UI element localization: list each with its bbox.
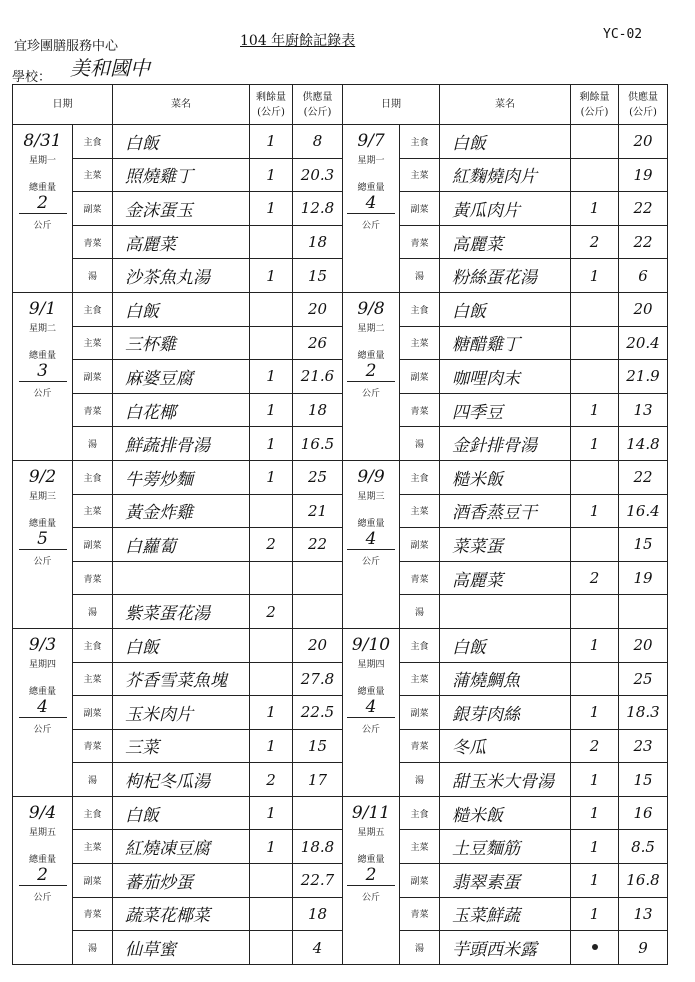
date-value: 9/10 — [351, 634, 391, 655]
remain-value — [571, 292, 619, 326]
category-label: 主食 — [400, 125, 440, 159]
remain-value — [250, 225, 293, 259]
table-row — [13, 864, 668, 898]
total-label: 總重量 — [28, 350, 56, 361]
dish-name: 仙草蜜 — [113, 931, 250, 965]
food-waste-table — [12, 84, 668, 965]
dish-name: 高麗菜 — [113, 225, 250, 259]
total-value: 3 — [19, 361, 67, 382]
dish-name: 糙米飯 — [440, 460, 571, 494]
remain-value: 1 — [571, 830, 619, 864]
table-row — [13, 125, 668, 159]
total-value: 4 — [347, 697, 395, 718]
dish-name: 玉米肉片 — [113, 696, 250, 730]
date-value: 9/11 — [351, 802, 391, 823]
dish-name — [440, 595, 571, 629]
remain-value: 2 — [571, 225, 619, 259]
weekday-label: 星期五 — [28, 827, 56, 838]
remain-value: 1 — [250, 796, 293, 830]
category-label: 副菜 — [73, 696, 113, 730]
supply-value: 17 — [293, 763, 343, 797]
table-row — [13, 225, 668, 259]
supply-value: 16.4 — [619, 494, 668, 528]
total-label: 總重量 — [357, 518, 385, 529]
dish-name: 糙米飯 — [440, 796, 571, 830]
remain-value: 1 — [571, 897, 619, 931]
dish-name: 芥香雪菜魚塊 — [113, 662, 250, 696]
dish-name: 紅麴燒肉片 — [440, 158, 571, 192]
category-label: 湯 — [73, 931, 113, 965]
supply-value: 18 — [293, 897, 343, 931]
category-label: 主菜 — [73, 662, 113, 696]
supply-value — [293, 796, 343, 830]
supply-value: 20 — [619, 125, 668, 159]
supply-value: 6 — [619, 259, 668, 293]
category-label: 主菜 — [400, 158, 440, 192]
table-row — [13, 595, 668, 629]
dish-name: 黃瓜肉片 — [440, 192, 571, 226]
supply-value: 22.7 — [293, 864, 343, 898]
remain-value: 1 — [250, 696, 293, 730]
category-label: 湯 — [400, 931, 440, 965]
category-label: 青菜 — [73, 225, 113, 259]
weekday-label: 星期一 — [28, 156, 56, 166]
category-label: 湯 — [400, 259, 440, 293]
supply-value: 20.3 — [293, 158, 343, 192]
category-label: 副菜 — [400, 360, 440, 394]
date-value: 9/9 — [357, 466, 385, 487]
weekday-label: 星期三 — [28, 491, 56, 502]
remain-value: 2 — [250, 595, 293, 629]
weekday-label: 星期五 — [357, 827, 385, 838]
dish-name: 白飯 — [440, 125, 571, 159]
weekday-label: 星期三 — [357, 491, 385, 502]
dish-name: 冬瓜 — [440, 729, 571, 763]
supply-value — [293, 561, 343, 595]
remain-value — [250, 662, 293, 696]
table-row — [13, 192, 668, 226]
total-value: 4 — [19, 697, 67, 718]
dish-name: 金沫蛋玉 — [113, 192, 250, 226]
date-cell — [343, 292, 400, 460]
total-value: 4 — [347, 529, 395, 550]
total-label: 總重量 — [357, 183, 385, 193]
unit-label: 公斤 — [33, 221, 52, 231]
date-cell — [13, 460, 73, 628]
total-label: 總重量 — [28, 854, 56, 865]
dish-name: 咖哩肉末 — [440, 360, 571, 394]
dish-name: 三杯雞 — [113, 326, 250, 360]
date-value: 9/1 — [28, 298, 57, 319]
supply-value: 19 — [619, 561, 668, 595]
remain-value — [571, 460, 619, 494]
remain-value — [250, 897, 293, 931]
category-label: 主菜 — [400, 494, 440, 528]
total-label: 總重量 — [357, 686, 385, 697]
supply-value: 18.3 — [619, 696, 668, 730]
category-label: 主食 — [400, 628, 440, 662]
dish-name: 白花椰 — [113, 393, 250, 427]
category-label: 主食 — [73, 796, 113, 830]
remain-value — [571, 528, 619, 562]
category-label: 主菜 — [73, 158, 113, 192]
supply-value: 8.5 — [619, 830, 668, 864]
category-label: 副菜 — [400, 864, 440, 898]
remain-value — [571, 360, 619, 394]
remain-value: 1 — [250, 360, 293, 394]
weekday-label: 星期二 — [28, 323, 56, 334]
org-name: 宜珍團膳服務中心 — [14, 39, 119, 54]
remain-value: 1 — [571, 192, 619, 226]
total-value: 2 — [19, 193, 67, 214]
table-row — [13, 729, 668, 763]
dish-name: 紫菜蛋花湯 — [113, 595, 250, 629]
unit-label: 公斤 — [33, 556, 52, 567]
dish-name — [113, 561, 250, 595]
supply-value: 21.9 — [619, 360, 668, 394]
date-value: 8/31 — [23, 131, 62, 151]
table-row — [13, 763, 668, 797]
table-row — [13, 528, 668, 562]
dish-name: 玉菜鮮蔬 — [440, 897, 571, 931]
category-label: 湯 — [73, 259, 113, 293]
supply-value: 15 — [619, 763, 668, 797]
remain-value: 1 — [250, 192, 293, 226]
supply-value: 9 — [619, 931, 668, 965]
dish-name: 酒香蒸豆干 — [440, 494, 571, 528]
supply-value: 16 — [619, 796, 668, 830]
dish-name: 糖醋雞丁 — [440, 326, 571, 360]
table-row — [13, 830, 668, 864]
table-row — [13, 696, 668, 730]
category-label: 主菜 — [73, 830, 113, 864]
dish-name: 紅燒凍豆腐 — [113, 830, 250, 864]
supply-value: 25 — [293, 460, 343, 494]
date-cell — [343, 460, 400, 628]
unit-label: 公斤 — [361, 388, 380, 399]
remain-value — [250, 494, 293, 528]
category-label: 主食 — [73, 292, 113, 326]
supply-value: 15 — [293, 259, 343, 293]
form-title: 104 年廚餘記錄表 — [240, 33, 356, 49]
dish-name: 鮮蔬排骨湯 — [113, 427, 250, 461]
category-label: 主食 — [400, 292, 440, 326]
category-label: 湯 — [73, 763, 113, 797]
category-label: 主食 — [73, 460, 113, 494]
remain-value — [571, 125, 619, 159]
dish-name: 銀芽肉絲 — [440, 696, 571, 730]
remain-value: 2 — [250, 528, 293, 562]
remain-value: 1 — [250, 158, 293, 192]
supply-value: 18.8 — [293, 830, 343, 864]
table-row — [13, 326, 668, 360]
col-supply: 供應量 (公斤) — [293, 85, 343, 125]
category-label: 湯 — [73, 427, 113, 461]
supply-value: 8 — [293, 125, 343, 159]
category-label: 主食 — [73, 628, 113, 662]
supply-value: 18 — [293, 225, 343, 259]
table-row — [13, 662, 668, 696]
category-label: 青菜 — [73, 729, 113, 763]
remain-value: 2 — [571, 729, 619, 763]
dish-name: 甜玉米大骨湯 — [440, 763, 571, 797]
weekday-label: 星期四 — [28, 659, 56, 670]
category-label: 主菜 — [73, 326, 113, 360]
date-value: 9/8 — [357, 298, 385, 319]
unit-label: 公斤 — [33, 388, 52, 399]
category-label: 青菜 — [73, 393, 113, 427]
unit-label: 公斤 — [33, 892, 52, 903]
dish-name: 三菜 — [113, 729, 250, 763]
dish-name: 四季豆 — [440, 393, 571, 427]
dish-name: 白飯 — [440, 628, 571, 662]
table-row — [13, 158, 668, 192]
category-label: 主菜 — [400, 830, 440, 864]
dish-name: 菜菜蛋 — [440, 528, 571, 562]
category-label: 青菜 — [73, 561, 113, 595]
col-remain: 剩餘量 (公斤) — [250, 85, 293, 125]
dish-name: 蕃茄炒蛋 — [113, 864, 250, 898]
category-label: 青菜 — [400, 393, 440, 427]
col-dish: 菜名 — [113, 85, 250, 125]
total-label: 總重量 — [28, 686, 56, 697]
col-date: 日期 — [343, 85, 440, 125]
supply-value: 20 — [293, 628, 343, 662]
dish-name: 粉絲蛋花湯 — [440, 259, 571, 293]
remain-value: 1 — [250, 460, 293, 494]
supply-value: 22 — [619, 460, 668, 494]
supply-value: 16.8 — [619, 864, 668, 898]
date-cell — [13, 796, 73, 964]
category-label: 副菜 — [73, 528, 113, 562]
remain-value — [250, 326, 293, 360]
date-value: 9/2 — [28, 466, 57, 487]
table-row — [13, 427, 668, 461]
category-label: 青菜 — [73, 897, 113, 931]
total-label: 總重量 — [28, 518, 56, 529]
weekday-label: 星期四 — [357, 659, 385, 670]
remain-value: 1 — [571, 393, 619, 427]
dish-name: 白飯 — [440, 292, 571, 326]
remain-value: 1 — [250, 830, 293, 864]
weekday-label: 星期二 — [357, 323, 385, 334]
total-value: 5 — [19, 529, 67, 550]
supply-value: 18 — [293, 393, 343, 427]
table-row — [13, 292, 668, 326]
supply-value: 27.8 — [293, 662, 343, 696]
dish-name: 翡翠素蛋 — [440, 864, 571, 898]
total-value: 2 — [347, 865, 395, 886]
category-label: 湯 — [400, 595, 440, 629]
total-label: 總重量 — [28, 183, 56, 193]
dish-name: 高麗菜 — [440, 225, 571, 259]
dish-name: 金針排骨湯 — [440, 427, 571, 461]
supply-value: 15 — [293, 729, 343, 763]
remain-value — [250, 864, 293, 898]
date-cell — [343, 796, 400, 964]
supply-value: 22 — [619, 225, 668, 259]
category-label: 主食 — [400, 796, 440, 830]
school-value: 美和國中 — [70, 56, 150, 80]
table-row — [13, 796, 668, 830]
col-supply: 供應量 (公斤) — [619, 85, 668, 125]
table-row — [13, 561, 668, 595]
supply-value: 20 — [619, 292, 668, 326]
category-label: 副菜 — [400, 696, 440, 730]
supply-value — [619, 595, 668, 629]
remain-value: 1 — [571, 628, 619, 662]
remain-value — [571, 595, 619, 629]
remain-value: 1 — [571, 796, 619, 830]
remain-value: 1 — [250, 393, 293, 427]
category-label: 副菜 — [73, 360, 113, 394]
ink-dot — [592, 944, 598, 950]
remain-value: 1 — [571, 696, 619, 730]
unit-label: 公斤 — [361, 221, 380, 231]
table-row — [13, 494, 668, 528]
unit-label: 公斤 — [361, 556, 380, 567]
remain-value: 1 — [571, 494, 619, 528]
dish-name: 高麗菜 — [440, 561, 571, 595]
supply-value: 20 — [293, 292, 343, 326]
total-label: 總重量 — [357, 350, 385, 361]
dish-name: 芋頭西米露 — [440, 931, 571, 965]
dish-name: 白飯 — [113, 796, 250, 830]
date-value: 9/3 — [28, 634, 57, 655]
remain-value: 2 — [250, 763, 293, 797]
total-label: 總重量 — [357, 854, 385, 865]
unit-label: 公斤 — [33, 724, 52, 735]
category-label: 青菜 — [400, 729, 440, 763]
category-label: 主食 — [73, 125, 113, 159]
supply-value: 15 — [619, 528, 668, 562]
dish-name: 麻婆豆腐 — [113, 360, 250, 394]
supply-value: 25 — [619, 662, 668, 696]
category-label: 青菜 — [400, 225, 440, 259]
form-code: YC-02 — [603, 27, 643, 42]
dish-name: 黃金炸雞 — [113, 494, 250, 528]
total-value: 2 — [347, 361, 395, 382]
category-label: 主食 — [400, 460, 440, 494]
supply-value: 4 — [293, 931, 343, 965]
supply-value: 14.8 — [619, 427, 668, 461]
table-row — [13, 931, 668, 965]
table-row — [13, 259, 668, 293]
date-cell — [343, 628, 400, 796]
date-cell — [13, 628, 73, 796]
category-label: 副菜 — [73, 864, 113, 898]
remain-value — [250, 931, 293, 965]
date-value: 9/4 — [28, 802, 57, 823]
weekday-label: 星期一 — [357, 156, 385, 166]
dish-name: 白飯 — [113, 628, 250, 662]
category-label: 主菜 — [400, 662, 440, 696]
supply-value: 21 — [293, 494, 343, 528]
supply-value: 13 — [619, 393, 668, 427]
remain-value: 1 — [571, 427, 619, 461]
dish-name: 照燒雞丁 — [113, 158, 250, 192]
remain-value — [571, 662, 619, 696]
date-value: 9/7 — [357, 131, 385, 151]
remain-value: 1 — [571, 259, 619, 293]
category-label: 副菜 — [400, 192, 440, 226]
table-row — [13, 628, 668, 662]
remain-value — [250, 292, 293, 326]
remain-value — [571, 158, 619, 192]
unit-label: 公斤 — [361, 724, 380, 735]
school-label: 學校： — [12, 70, 52, 85]
dish-name: 白飯 — [113, 125, 250, 159]
category-label: 青菜 — [400, 897, 440, 931]
col-dish: 菜名 — [440, 85, 571, 125]
date-cell — [13, 292, 73, 460]
supply-value: 21.6 — [293, 360, 343, 394]
supply-value: 20.4 — [619, 326, 668, 360]
supply-value: 23 — [619, 729, 668, 763]
category-label: 湯 — [400, 427, 440, 461]
remain-value: 1 — [250, 125, 293, 159]
category-label: 副菜 — [73, 192, 113, 226]
table-row — [13, 360, 668, 394]
dish-name: 枸杞冬瓜湯 — [113, 763, 250, 797]
total-value: 4 — [347, 193, 395, 214]
supply-value: 19 — [619, 158, 668, 192]
dish-name: 白飯 — [113, 292, 250, 326]
col-date: 日期 — [13, 85, 113, 125]
category-label: 主菜 — [400, 326, 440, 360]
table-row — [13, 460, 668, 494]
remain-value: 2 — [571, 561, 619, 595]
supply-value: 22 — [619, 192, 668, 226]
dish-name: 沙茶魚丸湯 — [113, 259, 250, 293]
supply-value: 16.5 — [293, 427, 343, 461]
date-cell — [343, 125, 400, 293]
unit-label: 公斤 — [361, 892, 380, 903]
remain-value: 1 — [571, 864, 619, 898]
supply-value — [293, 595, 343, 629]
category-label: 青菜 — [400, 561, 440, 595]
total-value: 2 — [19, 865, 67, 886]
category-label: 湯 — [73, 595, 113, 629]
remain-value — [250, 628, 293, 662]
remain-value: 1 — [250, 427, 293, 461]
dish-name: 牛蒡炒麵 — [113, 460, 250, 494]
supply-value: 22.5 — [293, 696, 343, 730]
supply-value: 26 — [293, 326, 343, 360]
table-row — [13, 393, 668, 427]
supply-value: 20 — [619, 628, 668, 662]
dish-name: 白蘿蔔 — [113, 528, 250, 562]
remain-value: 1 — [250, 729, 293, 763]
category-label: 主菜 — [73, 494, 113, 528]
category-label: 副菜 — [400, 528, 440, 562]
category-label: 湯 — [400, 763, 440, 797]
table-row — [13, 897, 668, 931]
remain-value: 1 — [571, 763, 619, 797]
col-remain: 剩餘量 (公斤) — [571, 85, 619, 125]
supply-value: 22 — [293, 528, 343, 562]
remain-value — [250, 561, 293, 595]
supply-value: 13 — [619, 897, 668, 931]
date-cell — [13, 125, 73, 293]
dish-name: 蔬菜花椰菜 — [113, 897, 250, 931]
remain-value — [571, 326, 619, 360]
dish-name: 土豆麵筋 — [440, 830, 571, 864]
supply-value: 12.8 — [293, 192, 343, 226]
remain-value: 1 — [250, 259, 293, 293]
dish-name: 蒲燒鯛魚 — [440, 662, 571, 696]
